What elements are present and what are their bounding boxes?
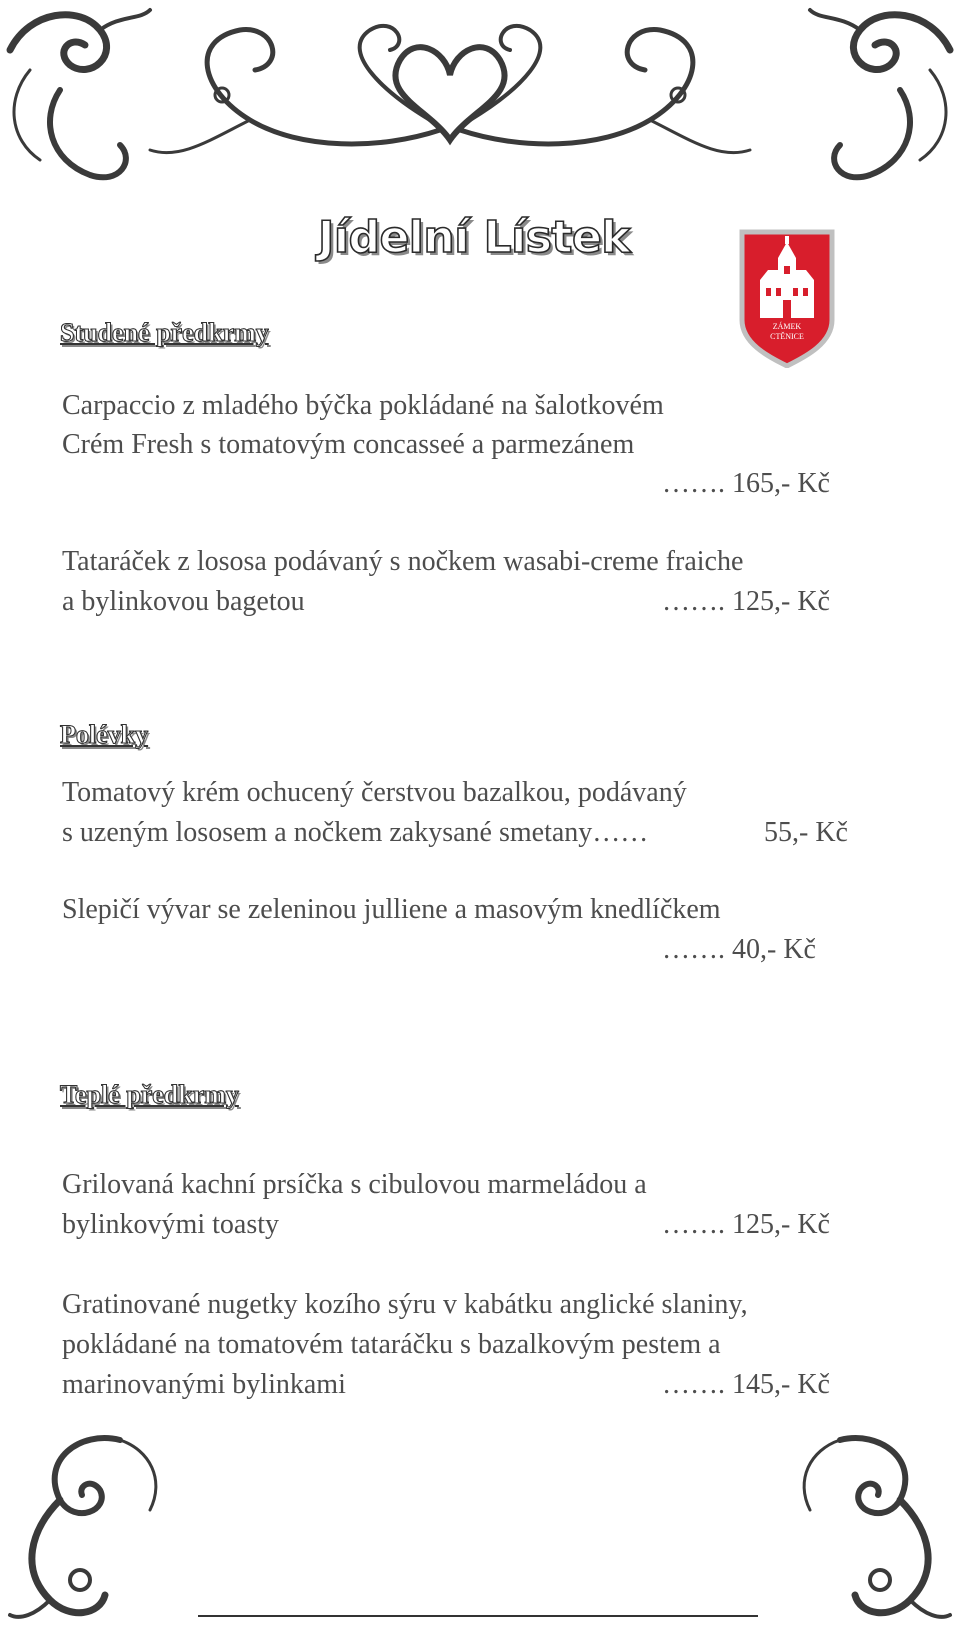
- menu-item-line: Tomatový krém ochucený čerstvou bazalkou, podávaný: [62, 777, 687, 808]
- menu-item-price: ……. 125,- Kč: [662, 586, 830, 617]
- menu-item-price: 55,- Kč: [764, 817, 848, 848]
- menu-item-line: marinovanými bylinkami: [62, 1369, 346, 1400]
- menu-item-price: ……. 125,- Kč: [662, 1209, 830, 1240]
- menu-item-line: Gratinované nugetky kozího sýru v kabátku anglické slaniny,: [62, 1289, 748, 1320]
- logo-text: ZÁMEK CTĚNICE: [770, 322, 804, 341]
- menu-item-line: a bylinkovou bagetou: [62, 586, 305, 617]
- signature-line: [198, 1615, 758, 1617]
- chateau-logo: [738, 228, 836, 368]
- bottom-right-swirl-ornament-icon: [780, 1430, 960, 1630]
- menu-item-line: bylinkovými toasty: [62, 1209, 279, 1240]
- menu-item-line: Carpaccio z mladého býčka pokládané na šalotkovém: [62, 390, 664, 421]
- menu-item-price: ……. 145,- Kč: [662, 1369, 830, 1400]
- castle-icon: [738, 228, 836, 368]
- menu-item-line: pokládané na tomatovém tataráčku s bazalkovým pestem a: [62, 1329, 721, 1360]
- menu-item-price: ……. 165,- Kč: [662, 468, 830, 499]
- menu-title: Jídelní Lístek: [318, 212, 631, 263]
- bottom-left-swirl-ornament-icon: [0, 1430, 180, 1630]
- menu-item-line: Grilovaná kachní prsíčka s cibulovou marmeládou a: [62, 1169, 647, 1200]
- section-heading-warm-starters: Teplé předkrmy: [60, 1080, 239, 1109]
- menu-item-line: Slepičí vývar se zeleninou julliene a masovým knedlíčkem: [62, 894, 721, 925]
- menu-item-price: ……. 40,- Kč: [662, 934, 816, 965]
- menu-item-line: Tataráček z lososa podávaný s nočkem wasabi-creme fraiche: [62, 546, 744, 577]
- menu-item-line: s uzeným lososem a nočkem zakysané smetany……: [62, 817, 649, 848]
- section-heading-soups: Polévky: [60, 720, 149, 749]
- menu-item-line: Crém Fresh s tomatovým concasseé a parmezánem: [62, 429, 635, 460]
- top-swirl-ornament-icon: [0, 0, 960, 200]
- section-heading-cold-starters: Studené předkrmy: [60, 318, 269, 347]
